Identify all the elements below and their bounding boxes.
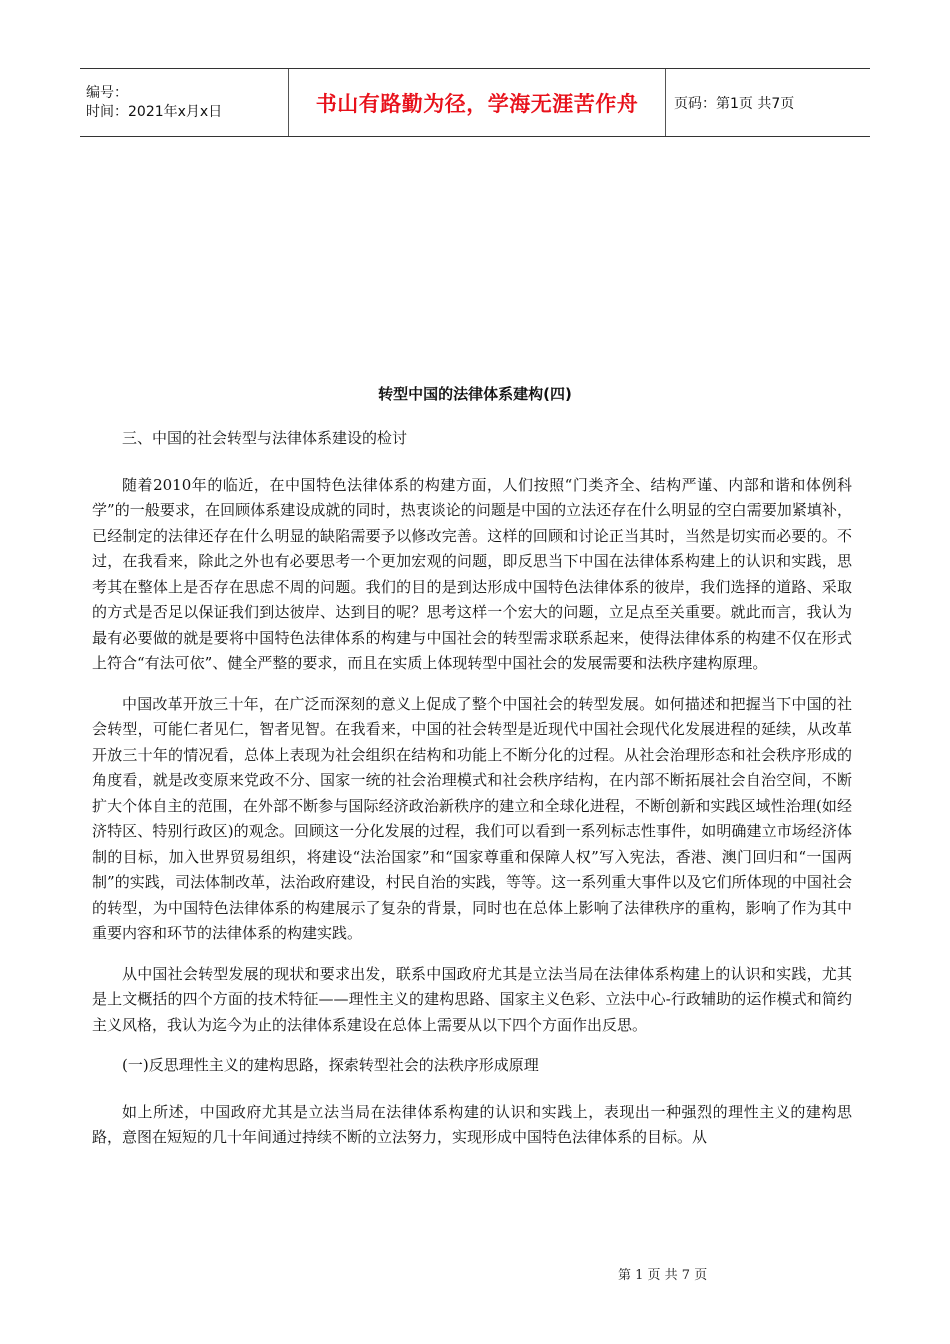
header-meta <box>80 69 289 136</box>
paragraph: 随着2010年的临近，在中国特色法律体系的构建方面，人们按照“门类齐全、结构严谨、内部和谐和体例科学”的一般要求，在回顾体系建设成就的同时，热衷谈论的问题是中国的立法还存在什么明显的空白需要加紧填补，已经制定的法律还存在什么明显的缺陷需要予以修改完善。这样的回顾和讨论正当其时，当然是切实而必要的。不过，在我看来，除此之外也有必要思考一个更加宏观的问题，即反思当下中国在法律体系构建上的认识和实践，思考其在整体上是否存在思虑不周的问题。我们的目的是到达形成中国特色法律体系的彼岸，我们选择的道路、采取的方式是否足以保证我们到达彼岸、达到目的呢？思考这样一个宏大的问题，立足点至关重要。就此而言，我认为最有必要做的就是要将中国特色法律体系的构建与中国社会的转型需求联系起来，使得法律体系的构建不仅在形式上符合“有法可依”、健全严整的要求，而且在实质上体现转型中国社会的发展需要和法秩序建构原理。 <box>92 475 852 672</box>
paragraph: 中国改革开放三十年，在广泛而深刻的意义上促成了整个中国社会的转型发展。如何描述和把握当下中国的社会转型，可能仁者见仁，智者见智。在我看来，中国的社会转型是近现代中国社会现代化发展进程的延续，从改革开放三十年的情况看，总体上表现为社会组织在结构和功能上不断分化的过程。从社会治理形态和社会秩序形成的角度看，就是改变原来党政不分、国家一统的社会治理模式和社会秩序结构，在内部不断拓展社会自治空间，不断扩大个体自主的范围，在外部不断参与国际经济政治新秩序的建立和全球化进程，不断创新和实践区域性治理(如经济特区、特别行政区)的观念。回顾这一分化发展的过程，我们可以看到一系列标志性事件，如明确建立市场经济体制的目标，加入世界贸易组织，将建设“法治国家”和“国家尊重和保障人权”写入宪法，香港、澳门回归和“一国两制”的实践，司法体制改革，法治政府建设，村民自治的实践，等等。这一系列重大事件以及它们所体现的中国社会的转型，为中国特色法律体系的构建展示了复杂的背景，同时也在总体上影响了法律秩序的重构，影响了作为其中重要内容和环节的法律体系的构建实践。 <box>92 694 852 942</box>
paragraph: 如上所述，中国政府尤其是立法当局在法律体系构建的认识和实践上，表现出一种强烈的理性主义的建构思路，意图在短短的几十年间通过持续不断的立法努力，实现形成中国特色法律体系的目标。从 <box>92 1102 852 1146</box>
date-label: 时间：2021年x月x日 <box>86 103 223 120</box>
serial-number-label: 编号： <box>86 84 128 101</box>
page-info: 页码：第1页 共7页 <box>674 95 795 112</box>
paragraph: 从中国社会转型发展的现状和要求出发，联系中国政府尤其是立法当局在法律体系构建上的认识和实践，尤其是上文概括的四个方面的技术特征——理性主义的建构思路、国家主义色彩、立法中心-行政辅助的运作模式和简约主义风格，我认为迄今为止的法律体系建设在总体上需要从以下四个方面作出反思。 <box>92 964 852 1034</box>
motto-banner: 书山有路勤为径，学海无涯苦作舟 <box>289 69 666 136</box>
subsection-heading: (一)反思理性主义的建构思路，探索转型社会的法秩序形成原理 <box>122 1056 539 1074</box>
page-header <box>80 68 870 137</box>
section-heading: 三、中国的社会转型与法律体系建设的检讨 <box>122 429 408 447</box>
document-title: 转型中国的法律体系建构(四) <box>378 385 572 403</box>
page-footer: 第 1 页 共 7 页 <box>618 1268 708 1283</box>
document-body <box>92 426 852 1166</box>
